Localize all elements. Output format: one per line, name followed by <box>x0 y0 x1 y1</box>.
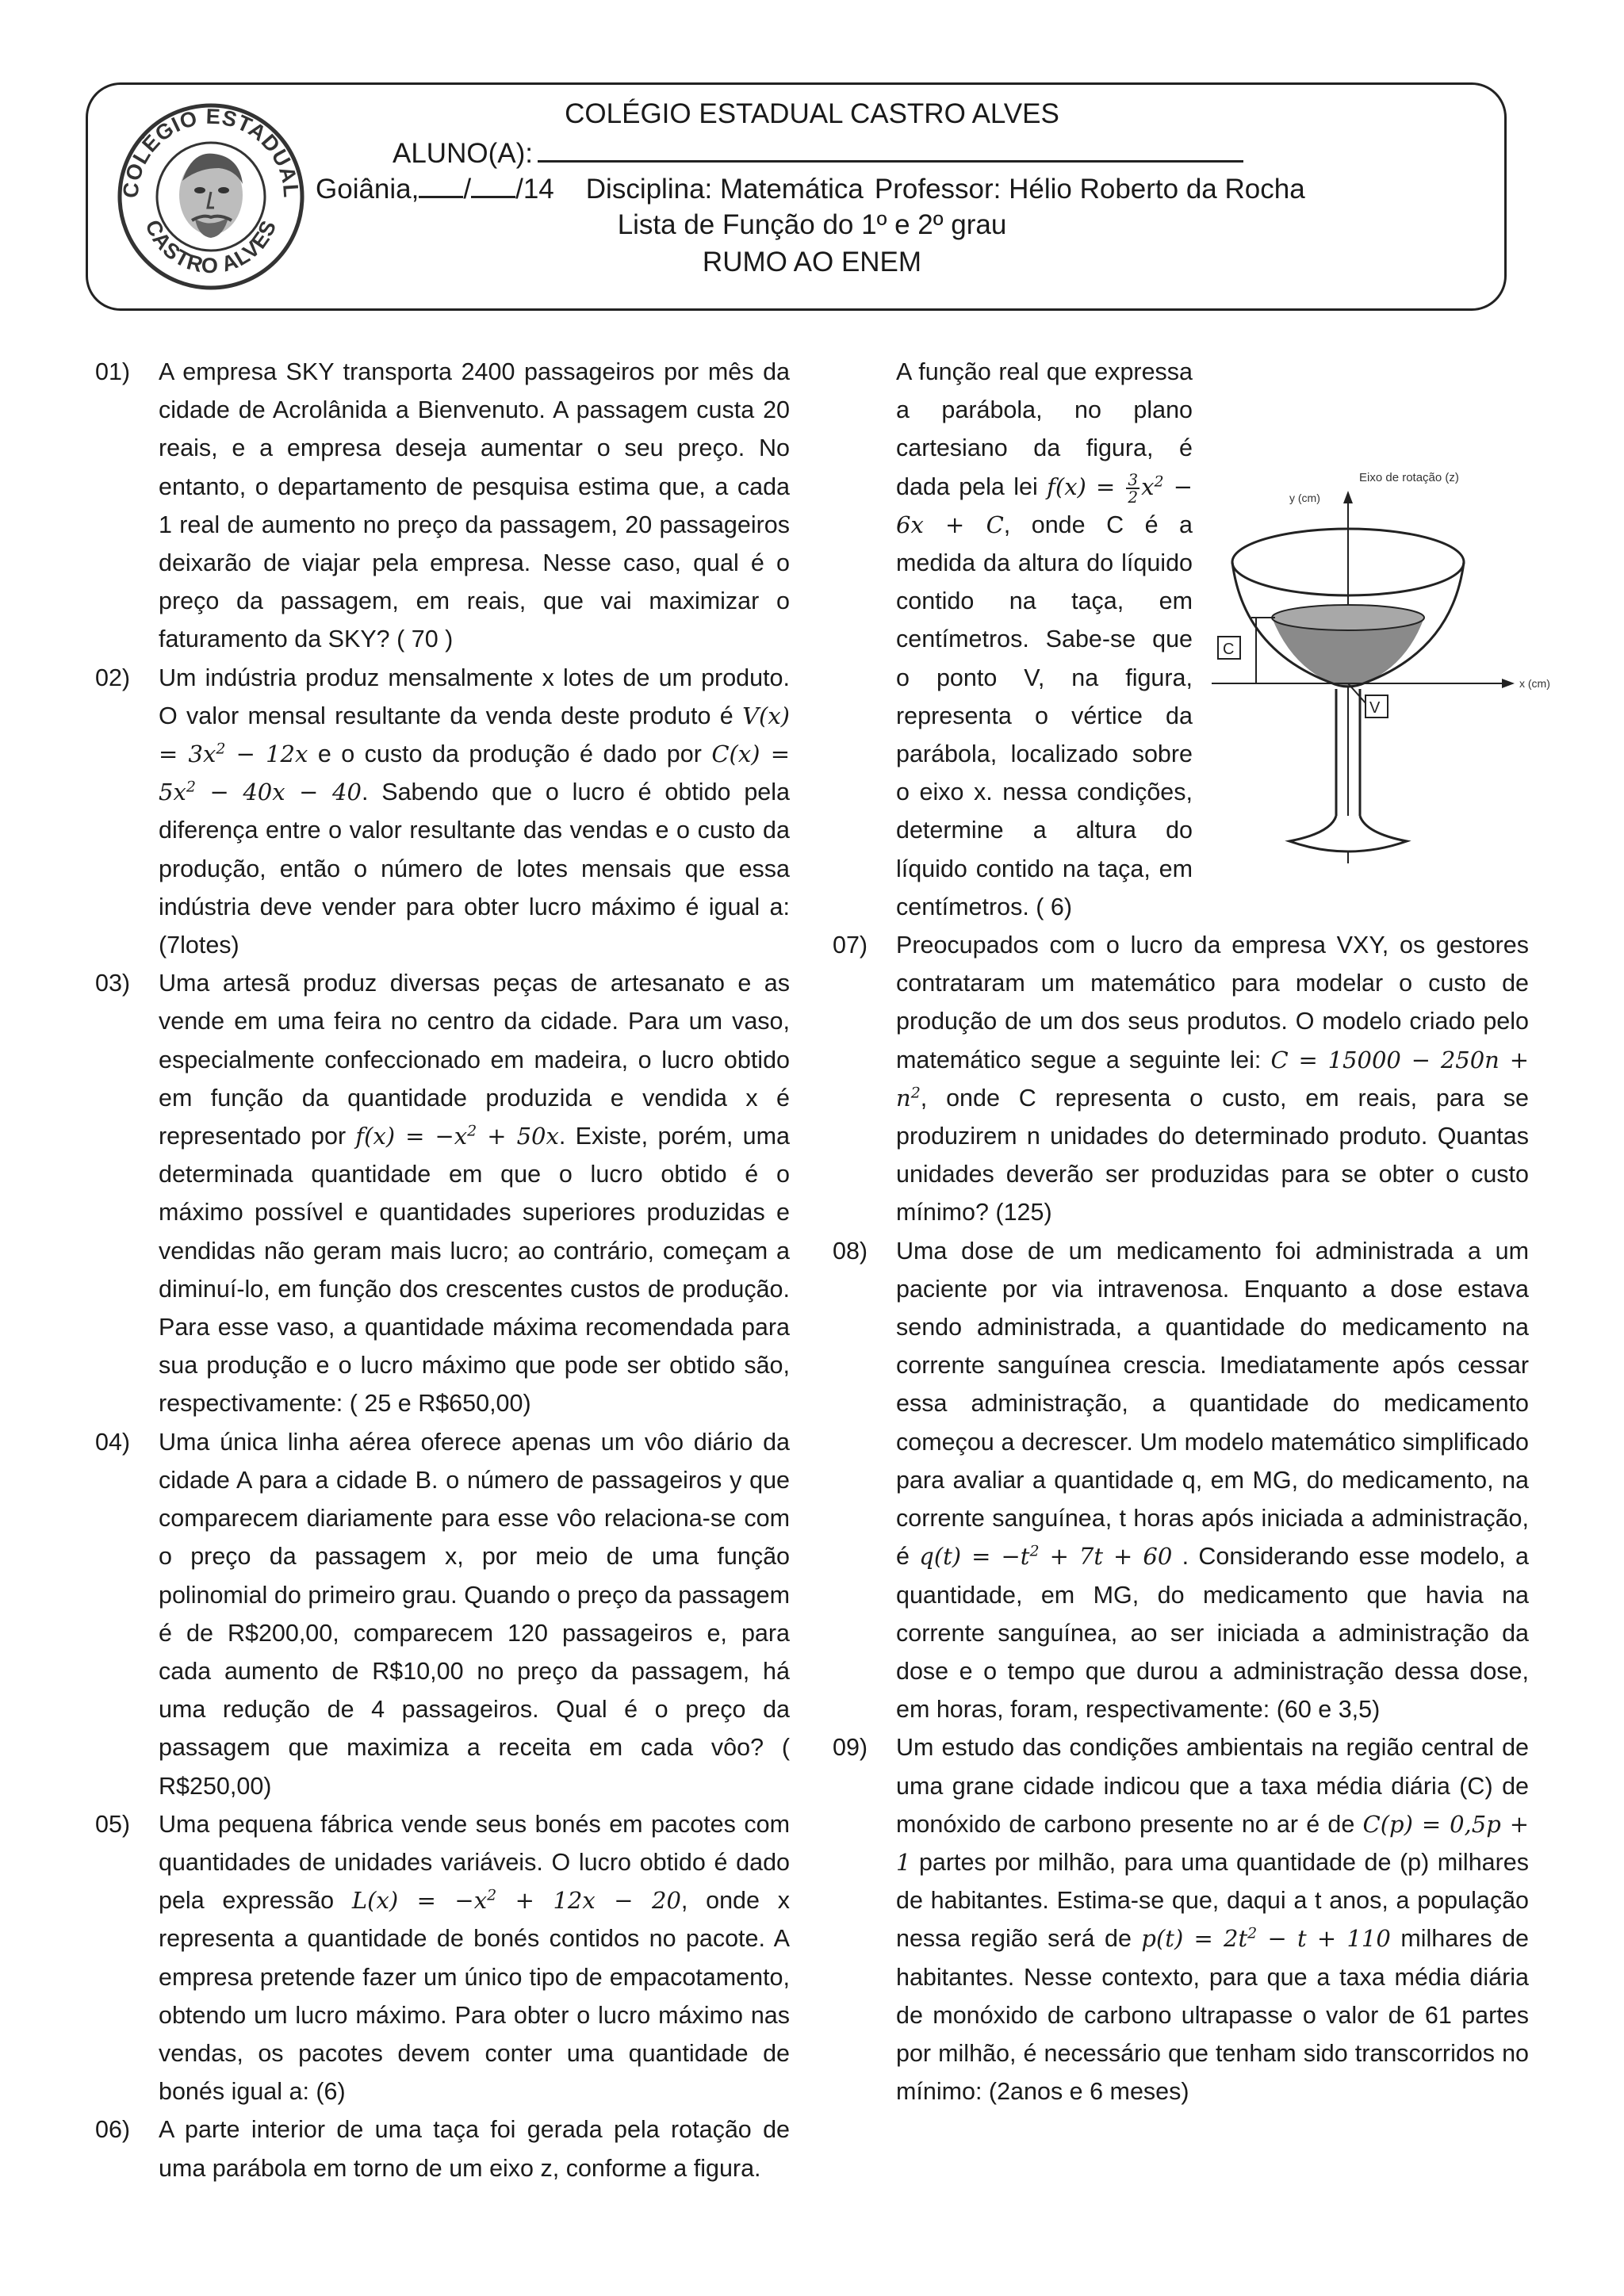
question-text: . Existe, porém, uma determinada quantidade em que o lucro obtido é o máximo possível e quantidades superiores produzidas e vendidas não geram mais lucro; ao contrário, começam a diminuí-lo, em função dos crescentes custos de produção. Para esse vaso, a quantidade máxima recomendada para sua produção e o lucro máximo que pode ser obtido são, respectivamente: ( 25 e R$650,00) <box>159 1123 790 1418</box>
question-text: A parte interior de uma taça foi gerada pela rotação de uma parábola em torno de um eixo z, conforme a figura. <box>159 2116 790 2182</box>
formula-revenue: $V(x) = 3x^2 - 12x$ <box>159 702 790 768</box>
question-text: partes por milhão, para uma quantidade de (p) milhares de habitantes. Estima-se que, daqui a t anos, a população nessa região será de <box>896 1848 1529 1953</box>
svg-text:CASTRO ALVES: CASTRO ALVES <box>140 216 282 278</box>
question-text: , onde C é a medida da altura do líquido contido na taça, em centímetros. Sabe-se que o ponto V, na figura, representa o vértice da parábola, localizado sobre o eixo x. nessa condições, determine a altura do líquido contido na taça, em centímetros. ( 6) <box>896 511 1193 920</box>
list-title: Lista de Função do 1º e 2º grau <box>617 209 1007 240</box>
question-text: Preocupados com o lucro da empresa VXY, os gestores contrataram um matemático para modelar o custo de produção de um dos seus produtos. O modelo criado pelo matemático segue a seguinte lei: <box>896 932 1529 1073</box>
day-blank <box>419 172 463 198</box>
question-number: 02) <box>95 664 131 691</box>
formula-profit: $L(x) = -x^2 + 12x - 20$ <box>351 1886 681 1915</box>
formula-population: $p(t) = 2t^2 - t + 110$ <box>1141 1924 1391 1953</box>
question-number: 04) <box>95 1428 131 1456</box>
question-03 <box>95 964 790 1422</box>
question-05 <box>95 1805 790 2111</box>
question-number: 08) <box>833 1237 868 1265</box>
question-number: 06) <box>95 2116 131 2144</box>
question-text: Um indústria produz mensalmente x lotes de um produto. O valor mensal resultante da venda deste produto é <box>159 664 790 729</box>
question-text: Uma artesã produz diversas peças de artesanato e as vende em uma feira no centro da cidade. Para um vaso, especialmente confeccionado em madeira, o lucro obtido em função da quantidade produzida e vendida x é representado por <box>159 970 790 1150</box>
question-07 <box>833 926 1529 1232</box>
question-text: A função real que expressa a parábola, no plano cartesiano da figura, é dada pela lei <box>896 358 1193 500</box>
question-09 <box>833 1728 1529 2110</box>
axis-z-label: Eixo de rotação (z) <box>1359 471 1459 484</box>
formula-parabola: f(x) = $\frac{3}{2}$ $x^2 - 6x + C$ <box>896 469 1193 538</box>
c-label: C <box>1223 641 1235 658</box>
formula-cost: $C = 15000 - 250n + n^2$ <box>896 1046 1529 1112</box>
question-text: e o custo da produção é dado por <box>308 740 712 768</box>
discipline-label: Disciplina: Matemática <box>585 174 864 205</box>
x-axis-label: x (cm) <box>1519 677 1550 690</box>
right-column <box>833 353 1550 2110</box>
formula-profit: $f(x) = -x^2 + 50x$ <box>355 1122 559 1150</box>
question-text: , onde C representa o custo, em reais, para se produzirem n unidades do determinado produto. Quantas unidades deverão ser produzidas para se obter o custo mínimo? (125) <box>896 1084 1529 1226</box>
v-label: V <box>1369 699 1381 717</box>
school-name: COLÉGIO ESTADUAL CASTRO ALVES <box>565 98 1059 129</box>
question-text: . Considerando esse modelo, a quantidade, em MG, do medicamento que havia na corrente sanguínea, ao ser iniciada a administração da dose e o tempo que durou a administração dessa dose, em horas, foram, respectivamente: (60 e 3,5) <box>896 1543 1530 1724</box>
formula-quantity: $q(t) = -t^2 + 7t + 60$ <box>919 1542 1173 1571</box>
question-number: 05) <box>95 1810 131 1838</box>
question-text: Uma dose de um medicamento foi administrada a um paciente por via intravenosa. Enquanto a dose estava sendo administrada, a quantidade do medicamento na corrente sanguínea crescia. Imediatamente após cessar essa administração, a quantidade do medicamento começou a decrescer. Um modelo matemático simplificado para avaliar a quantidade q, em MG, do medicamento, na corrente sanguínea, t horas após iniciada a administração, é <box>896 1237 1529 1571</box>
date-slash: / <box>463 174 472 205</box>
student-label: ALUNO(A): <box>393 138 533 169</box>
question-06-continuation <box>833 353 1550 926</box>
question-text: milhares de habitantes. Nesse contexto, para que a taxa média diária de monóxido de carbono ultrapasse o valor de 61 partes por milhão, é necessário que tenham sido transcorridos no mínimo: (2anos e 6 meses) <box>896 1925 1529 2106</box>
question-01 <box>95 353 790 659</box>
question-06 <box>95 2110 790 2187</box>
question-text: , onde x representa a quantidade de bonés contidos no pacote. A empresa pretende fazer um único tipo de empacotamento, obtendo um lucro máximo. Para obter o lucro máximo nas vendas, os pacotes devem conter uma quantidade de bonés igual a: (6) <box>159 1887 790 2106</box>
month-blank <box>471 172 515 198</box>
svg-text:COLÉGIO ESTADUAL: COLÉGIO ESTADUAL <box>118 104 304 199</box>
question-text: . Sabendo que o lucro é obtido pela diferença entre o valor resultante das vendas e o custo da produção, então o número de lotes mensais que essa indústria deve vender para obter lucro máximo é igual a: (7lotes) <box>159 779 790 959</box>
question-04 <box>95 1423 790 1805</box>
question-08 <box>833 1232 1529 1729</box>
date-year: /14 <box>515 174 554 205</box>
y-axis-label: y (cm) <box>1289 492 1320 504</box>
question-02 <box>95 659 790 965</box>
teacher-label: Professor: Hélio Roberto da Rocha <box>874 174 1305 205</box>
goblet-figure <box>1216 467 1550 863</box>
subtitle: RUMO AO ENEM <box>702 247 922 277</box>
formula-rate: C(p) = 0,5p + 1 <box>896 1810 1529 1876</box>
question-number: 03) <box>95 970 131 997</box>
student-name-blank <box>538 136 1243 163</box>
question-text: A empresa SKY transporta 2400 passageiros por mês da cidade de Acrolânida a Bienvenuto. A passagem custa 20 reais, e a empresa deseja aumentar o seu preço. No entanto, o departamento de pesquisa estima que, a cada 1 real de aumento no preço da passagem, 20 passageiros deixarão de viajar pela empresa. Nesse caso, qual é o preço da passagem, em reais, que vai maximizar o faturamento da SKY? ( 70 ) <box>159 358 790 653</box>
question-text: Uma única linha aérea oferece apenas um vôo diário da cidade A para a cidade B. o número de passageiros y que comparecem diariamente para esse vôo relaciona-se com o preço da passagem x, por meio de uma função polinomial do primeiro grau. Quando o preço da passagem é de R$200,00, comparecem 120 passageiros e, para cada aumento de R$10,00 no preço da passagem, há uma redução de 4 passageiros. Qual é o preço da passagem que maximiza a receita em cada vôo? ( R$250,00) <box>159 1428 790 1800</box>
formula-cost: $C(x) = 5x^2 - 40x - 40$ <box>159 740 791 806</box>
goblet-base <box>1289 816 1407 851</box>
city-date-label: Goiânia, <box>316 174 419 205</box>
question-number: 09) <box>833 1734 868 1762</box>
question-text: Um estudo das condições ambientais na região central de uma grane cidade indicou que a taxa média diária (C) de monóxido de carbono presente no ar é de <box>896 1734 1529 1838</box>
question-number: 01) <box>95 358 131 385</box>
left-column <box>95 353 790 2187</box>
question-text: Uma pequena fábrica vende seus bonés em pacotes com quantidades de unidades variáveis. O lucro obtido é dado pela expressão <box>159 1810 790 1915</box>
question-number: 07) <box>833 932 868 959</box>
